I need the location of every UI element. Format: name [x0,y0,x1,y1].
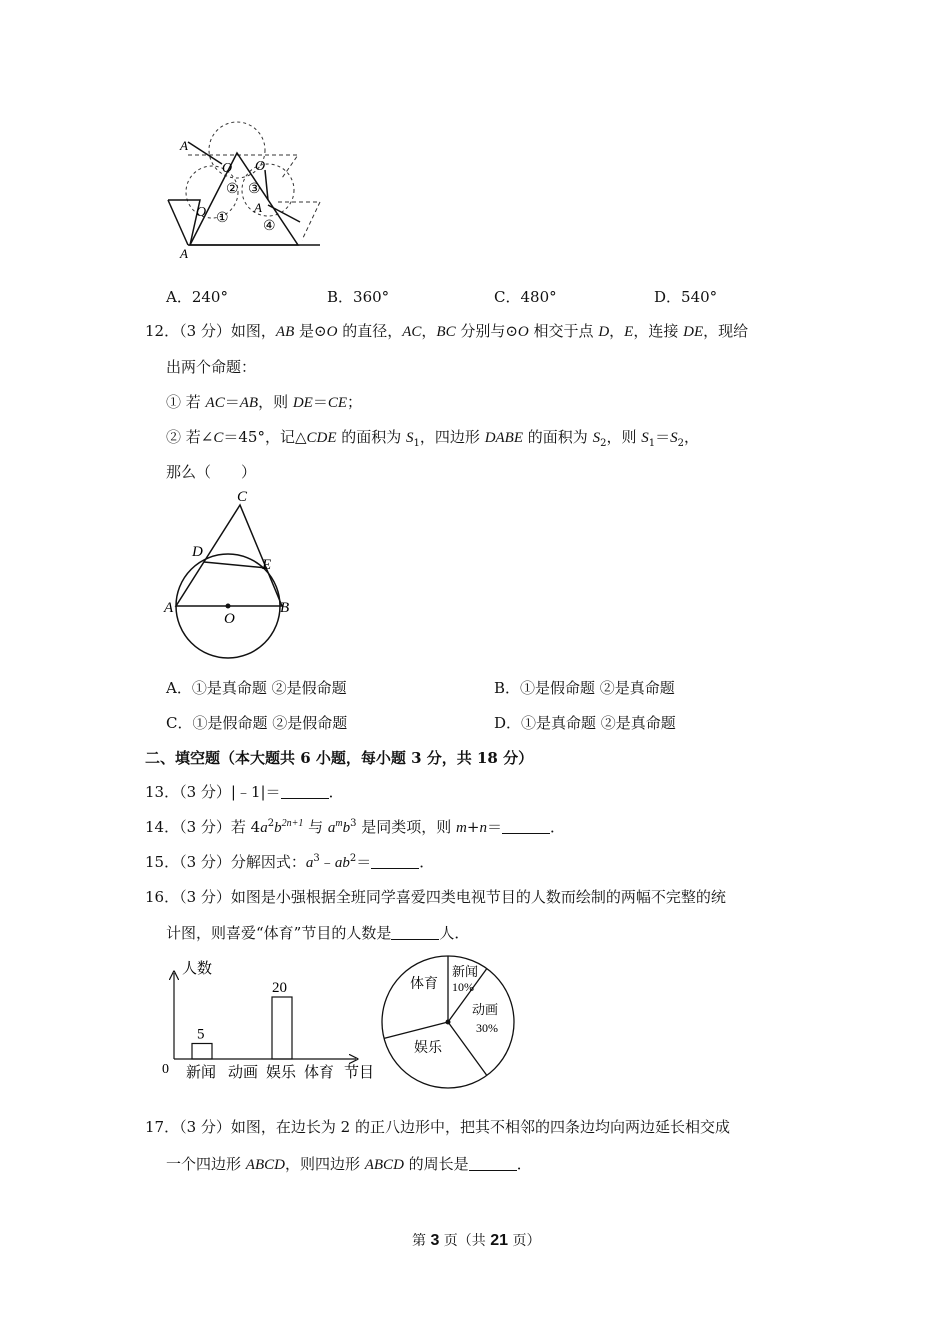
pie-percent-animation: 30% [476,1021,498,1035]
q11-figure [160,120,330,265]
q12-line1: 12．（3 分）如图，AB 是⊙O 的直径，AC，BC 分别与⊙O 相交于点 D，E，连接 DE，现给 [145,322,749,340]
q11-label-a2: A [180,246,188,261]
q12-label-d: D [192,544,203,560]
q13: 13．（3 分）|﹣1|＝ ． [145,783,344,801]
q12-label-c: C [237,489,248,505]
q14: 14．（3 分）若 $4a^2b^{2n+1}$ 与 $a^mb^3$ 是同类项，则 m+n＝ ． [145,818,565,836]
q11-label-o2: O [255,159,266,174]
bar-chart-bars [192,997,292,1059]
q17-line1: 17．（3 分）如图，在边长为 2 的正八边形中，把其不相邻的四条边均向两边延长相交成 [145,1118,730,1136]
q11-option-c: C．480° [494,288,557,306]
q11-label-c1: ① [216,211,229,226]
q14-answer-blank[interactable] [502,819,550,834]
q11-label-a1: A [180,138,188,153]
section-2-heading: 二、填空题（本大题共 6 小题，每小题 3 分，共 18 分） [145,749,534,767]
q11-label-a3: A [254,200,262,215]
bar-chart-data-labels [197,980,287,1043]
pie-label-animation: 动画 [472,1003,499,1018]
q15: 15．（3 分）分解因式：$a^3﹣ab^2=$ ． [145,853,435,871]
pie-label-entertainment: 娱乐 [414,1040,442,1056]
bar-chart-x-tick-labels [186,1063,334,1081]
bar-chart-x-tick-0: 新闻 [186,1063,217,1081]
q13-answer-blank[interactable] [281,784,329,799]
q11-option-a: A．240° [166,288,228,306]
bar-chart-x-tick-1: 动画 [228,1063,259,1081]
q17-line2: 一个四边形 ABCD，则四边形 ABCD 的周长是 ． [166,1155,532,1173]
bar-data-label-2: 20 [272,980,287,996]
q12-proposition-2: ② 若∠C＝45°，记△CDE 的面积为 $S_1$，四边形 DABE 的面积为 $S_2$，则 $S_1=S_2$， [166,428,699,449]
q16-bar-chart [160,955,385,1085]
bar-chart-x-tick-2: 娱乐 [266,1063,297,1081]
q12-then: 那么（ ） [166,463,257,481]
bar-chart-origin: 0 [162,1062,169,1077]
pie-label-news: 新闻 [452,965,479,980]
q16-line2: 计图，则喜爱“体育”节目的人数是 人． [166,924,470,942]
q16-line1: 16．（3 分）如图是小强根据全班同学喜爱四类电视节目的人数而绘制的两幅不完整的统 [145,888,726,906]
q12-line2: 出两个命题： [166,358,257,376]
q16-pie-chart [378,952,518,1092]
q12-option-b: B．①是假命题 ②是真命题 [494,679,675,697]
q12-option-d: D．①是真命题 ②是真命题 [494,714,676,732]
q12-option-c: C．①是假命题 ②是假命题 [166,714,348,732]
q11-label-c3: ③ [248,182,261,197]
pie-center [446,1020,451,1025]
bar-chart-ylabel: 人数 [182,959,213,977]
q11-option-d: D．540° [654,288,718,306]
bar-2 [272,997,292,1059]
bar-chart-x-tick-3: 体育 [304,1063,335,1081]
q11-label-c2: ② [226,182,239,197]
q12-label-a: A [164,600,174,616]
bar-data-label-0: 5 [197,1026,205,1043]
q11-option-b: B．360° [327,288,390,306]
bar-chart-xlabel: 节目 [344,1063,375,1081]
q11-label-o1: O [222,161,233,176]
q11-label-c4: ④ [263,219,276,234]
q12-label-o: O [224,611,235,627]
q12-label-e: E [262,557,272,573]
q16-answer-blank[interactable] [391,925,439,940]
pie-label-sports: 体育 [410,976,438,992]
q12-label-b: B [280,600,290,616]
q15-answer-blank[interactable] [371,854,419,869]
page-footer: 第 3 页（共 21 页） [412,1232,541,1249]
bar-0 [192,1044,212,1060]
pie-percent-news: 10% [452,980,474,994]
q12-option-a: A．①是真命题 ②是假命题 [166,679,347,697]
q12-proposition-1: ① 若 AC＝AB，则 DE＝CE； [166,393,363,411]
q11-label-o3: O [196,205,207,220]
q17-answer-blank[interactable] [469,1156,517,1171]
q12-figure [160,485,300,665]
pie-boundary-3 [384,1022,448,1038]
